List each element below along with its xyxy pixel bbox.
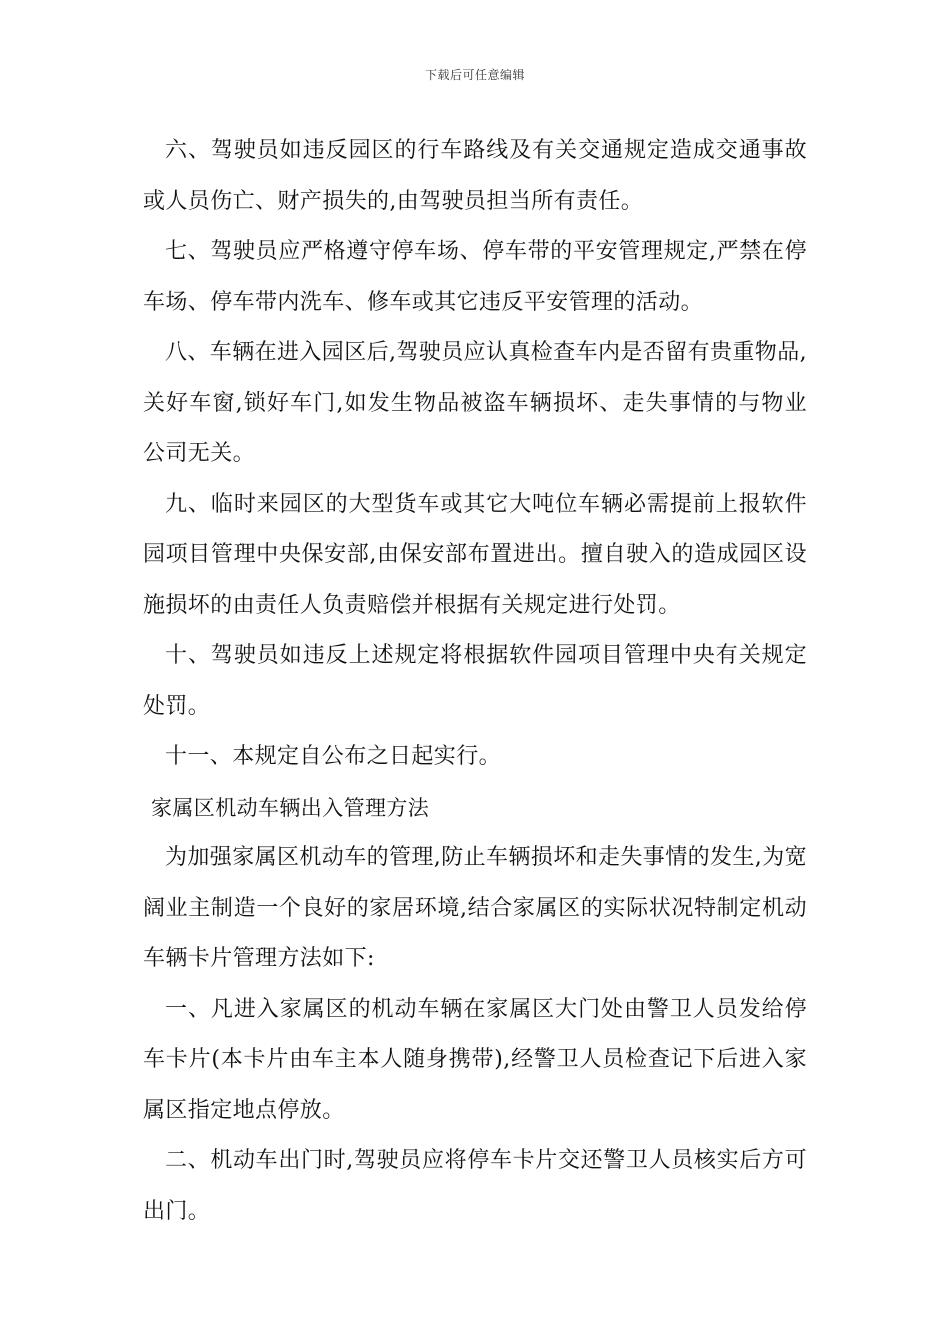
paragraph-item-2: 二、机动车出门时,驾驶员应将停车卡片交还警卫人员核实后方可出门。	[143, 1148, 807, 1224]
paragraph-rule-10: 十、驾驶员如违反上述规定将根据软件园项目管理中央有关规定处罚。	[143, 643, 807, 719]
document-body	[143, 126, 807, 1237]
paragraph-intro: 为加强家属区机动车的管理,防止车辆损坏和走失事情的发生,为宽阔业主制造一个良好的家居环境,结合家属区的实际状况特制定机动车辆卡片管理方法如下:	[143, 845, 807, 971]
paragraph-item-1: 一、凡进入家属区的机动车辆在家属区大门处由警卫人员发给停车卡片(本卡片由车主本人随身携带),经警卫人员检查记下后进入家属区指定地点停放。	[143, 996, 807, 1123]
page-header-note: 下载后可任意编辑	[424, 68, 525, 82]
paragraph-rule-8: 八、车辆在进入园区后,驾驶员应认真检查车内是否留有贵重物品,关好车窗,锁好车门,如发生物品被盗车辆损坏、走失事情的与物业公司无关。	[143, 340, 807, 466]
section-heading: 家属区机动车辆出入管理方法	[151, 795, 430, 820]
paragraph-rule-7: 七、驾驶员应严格遵守停车场、停车带的平安管理规定,严禁在停车场、停车带内洗车、修车或其它违反平安管理的活动。	[143, 239, 807, 315]
paragraph-rule-6: 六、驾驶员如违反园区的行车路线及有关交通规定造成交通事故或人员伤亡、财产损失的,由驾驶员担当所有责任。	[143, 138, 807, 214]
paragraph-rule-11: 十一、本规定自公布之日起实行。	[165, 744, 502, 769]
paragraph-rule-9: 九、临时来园区的大型货车或其它大吨位车辆必需提前上报软件园项目管理中央保安部,由保安部布置进出。擅自驶入的造成园区设施损坏的由责任人负责赔偿并根据有关规定进行处罚。	[143, 491, 807, 618]
